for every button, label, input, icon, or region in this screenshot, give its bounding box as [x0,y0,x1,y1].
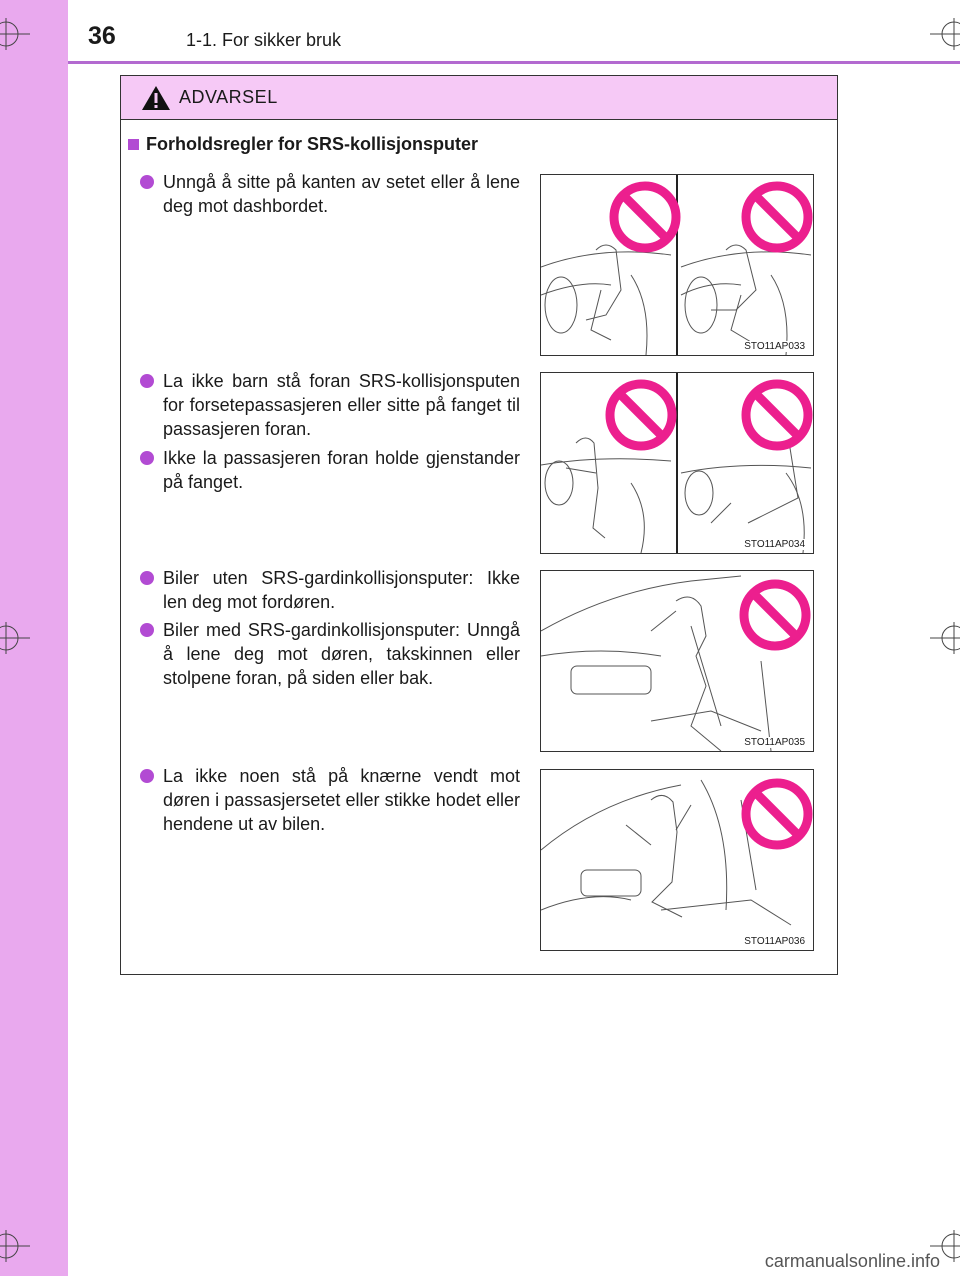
bullet-dot-icon [140,571,154,585]
crop-mark-top-left [0,14,40,54]
warning-header [121,76,837,120]
car-interior-drawing [541,770,814,951]
illustration-leaning-door [540,570,814,752]
bullet-item: La ikke noen stå på knærne vendt mot døren i passasjersetet eller stikke hodet eller hendene ut av bilen. [140,764,520,836]
page-number: 36 [88,22,116,50]
figure-code: STO11AP034 [744,539,805,550]
crop-mark-mid-left [0,618,40,658]
illustration-child-front [540,372,814,554]
bullet-dot-icon [140,451,154,465]
square-bullet-icon [128,139,139,150]
warning-label: ADVARSEL [179,87,278,107]
illustration-leaning-dashboard [540,174,814,356]
bullet-item: Ikke la passasjeren foran holde gjenstander på fanget. [140,446,520,494]
car-interior-drawing [541,175,814,356]
crop-mark-mid-right [920,618,960,658]
header-rule [68,61,960,64]
car-interior-drawing [541,571,814,752]
warning-subheading: Forholdsregler for SRS-kollisjonsputer [128,134,478,155]
prohibition-sign-icon [746,384,808,446]
bullet-item: Biler uten SRS-gardinkollisjonsputer: Ikke len deg mot fordøren. [140,566,520,614]
bullet-dot-icon [140,175,154,189]
car-interior-drawing [541,373,814,554]
section-title: 1-1. For sikker bruk [186,30,342,50]
prohibition-sign-icon [610,384,672,446]
bullet-item: Unngå å sitte på kanten av setet eller å lene deg mot dashbordet. [140,170,520,218]
figure-code: STO11AP033 [744,341,805,352]
prohibition-sign-icon [614,186,676,248]
bullet-item: La ikke barn stå foran SRS-kollisjonsputen for forsetepassasjeren eller sitte på fanget til passasjeren foran. [140,369,520,441]
figure-code: STO11AP036 [744,936,805,947]
page-header [0,0,960,60]
bullet-dot-icon [140,769,154,783]
prohibition-sign-icon [746,783,808,845]
crop-mark-bottom-left [0,1226,40,1266]
prohibition-sign-icon [744,584,806,646]
crop-mark-top-right [920,14,960,54]
warning-triangle-icon [141,84,171,112]
bullet-item: Biler med SRS-gardinkollisjonsputer: Unngå å lene deg mot døren, takskinnen eller stolpene foran, på siden eller bak. [140,618,520,690]
bullet-dot-icon [140,374,154,388]
figure-code: STO11AP035 [744,737,805,748]
prohibition-sign-icon [746,186,808,248]
illustration-kneeling-seat [540,769,814,951]
watermark: carmanualsonline.info [764,1251,940,1271]
bullet-dot-icon [140,623,154,637]
